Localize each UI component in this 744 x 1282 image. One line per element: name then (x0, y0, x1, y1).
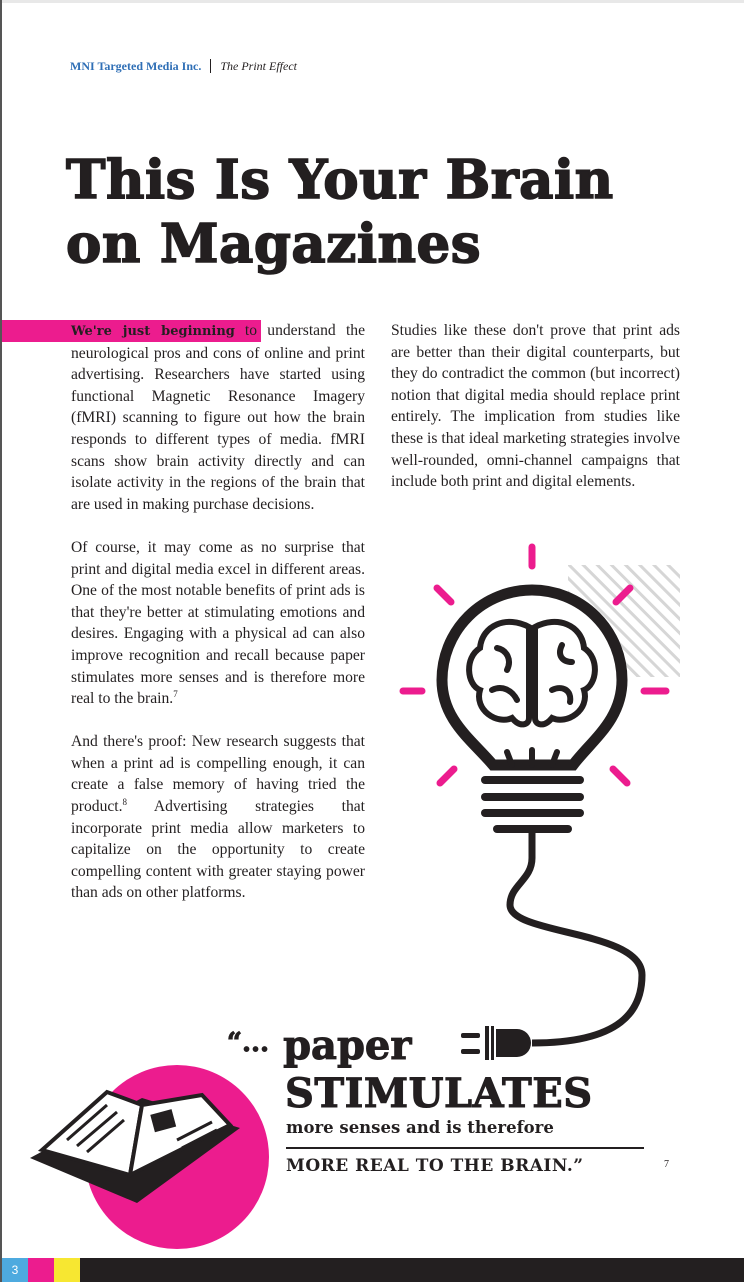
footnote-ref[interactable]: 8 (122, 796, 128, 807)
pink-swatch (28, 1258, 54, 1282)
company-name: MNI Targeted Media Inc. (70, 59, 202, 73)
footnote-ref[interactable]: 7 (173, 688, 178, 699)
bulb-base-icon (485, 780, 580, 829)
page-number: 3 (2, 1258, 28, 1282)
power-cord (510, 833, 642, 1043)
lead-in: We're just beginning (71, 324, 235, 339)
paragraph-1-text: to understand the neurological pros and cons of online and print advertising. Researchers have started using functional Magnetic Resonance Imagery (fMRI) scanning to figure out how the brain responds to different types of media. fMRI scans show brain activity directly and can isolate activity in the regions of the brain that are used in making purchase decisions. (71, 322, 365, 513)
publication-name: The Print Effect (220, 59, 297, 73)
plug-icon (461, 1026, 531, 1060)
pullquote-line-1 (227, 1022, 411, 1069)
yellow-swatch (54, 1258, 80, 1282)
paragraph-4: Studies like these don't prove that print ads are better than their digital counterparts, but they do contradict the common (but incorrect) notion that digital media should replace print entirely. The implication from studies like these is that ideal marketing strategies involve well-rounded, omni-channel campaigns that include both print and digital elements. (391, 322, 680, 491)
paragraph-3-text-b: Advertising strategies that incorporate print media allow marketers to capitalize on the opportunity to create compelling content with greater staying power than ads on other platforms. (71, 798, 365, 902)
pullquote-open: “... (227, 1028, 270, 1058)
pullquote-line-2: STIMULATES (285, 1070, 593, 1117)
pullquote-line-3: more senses and is therefore (286, 1118, 554, 1137)
brain-icon (469, 622, 595, 725)
paragraph-2-text: Of course, it may come as no surprise that print and digital media excel in different areas. One of the most notable benefits of print ads is that they're better at stimulating emotions and desires. Engaging with a physical ad can also improve recognition and recall because paper stimulates more senses and is therefore more real to the brain. (71, 538, 365, 708)
pullquote-line-4: MORE REAL TO THE BRAIN.” (286, 1156, 584, 1176)
title-line-1: This Is Your Brain (66, 149, 614, 211)
pullquote-footnote[interactable]: 7 (664, 1159, 669, 1170)
pullquote-rule (286, 1147, 644, 1149)
footer-bar (2, 1258, 744, 1282)
paragraph-3-text-a: And there's proof: New research suggests that when a print ad is compelling enough, it can create a false memory of having tried the product. (71, 733, 365, 816)
pullquote-word: paper (283, 1022, 412, 1069)
title-line-2: on Magazines (66, 213, 482, 275)
